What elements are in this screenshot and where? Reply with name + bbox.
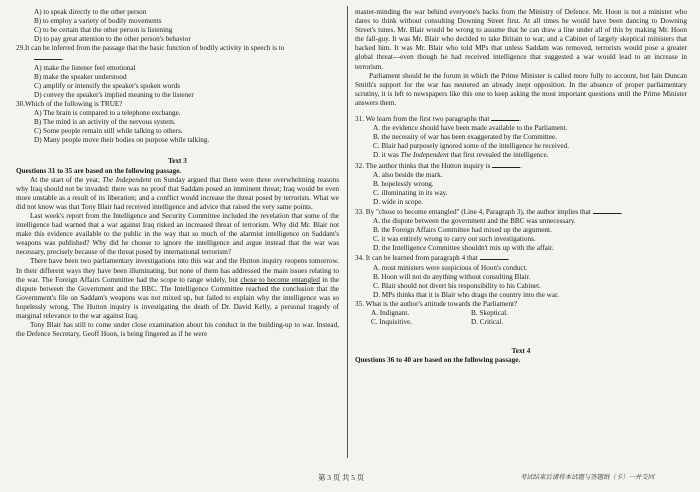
answer-blank: [492, 161, 520, 168]
q30-options: [16, 109, 339, 145]
option: D) Many people move their bodies on purpose while talking.: [34, 136, 210, 145]
option: A. the evidence should have been made available to the Parliament.: [373, 124, 568, 133]
option: B. Hoon will not do anything without consulting Blair.: [373, 272, 531, 281]
answer-blank: [491, 114, 519, 121]
option: A) to speak directly to the other person: [34, 8, 147, 16]
q31-options: [355, 124, 687, 160]
option: D. it was The Independent that first revealed the intelligence.: [373, 151, 549, 160]
q33-options: [355, 217, 687, 253]
left-column: [16, 8, 339, 339]
option: B) make the speaker understood: [34, 72, 127, 81]
option: B. the Foreign Affairs Committee had mixed up the argument.: [373, 226, 552, 235]
column-divider: [347, 6, 348, 458]
right-column: [355, 8, 687, 365]
option: D. the Intelligence Committee shouldn't mix up with the affair.: [373, 244, 554, 253]
paragraph-3: There have been two parliamentary investigations into this war and the Hutton inquiry reopens tomorrow. In their different ways they have been illuminating, but none of them has addressed the main issues relating to the war. The Foreign Affairs Committee had the scope to range widely, but chose to become entangled in the dispute between the Government and the BBC. The Intelligence Committee reached the conclusion that the Government's file on Saddam's weapons was not mixed up, but failed to explain why the intelligence was so hopelessly wrong. The Hutton inquiry is investigating the death of Dr. David Kelly, a personal tragedy of marginal relevance to the war against Iraq.: [16, 257, 340, 320]
paragraph-4: Tony Blair has still to come under close examination about his conduct in the building-up to war. Instead, the Defence Secretary, Geoff Hoon, is being fingered as if he were: [16, 321, 339, 339]
text3-title: Text 3: [168, 157, 187, 166]
q29-blank-line: .: [16, 53, 339, 63]
q34-options: [355, 264, 687, 300]
paragraph-5: Parliament should be the forum in which the Prime Minister is called more fully to account, but Iain Duncan Smith's support for the war has neutered an already inept opposition. In the absence of proper parliamentary scrutiny, it is left to newspapers like this one to keep asking the most important questions until the Prime Minister answers them.: [355, 71, 687, 107]
page-number: 第 3 页 共 5 页: [318, 473, 365, 482]
answer-blank: [480, 253, 508, 260]
option: A) make the listener feel emotional: [34, 63, 136, 72]
q29-options: [16, 64, 339, 100]
q30-stem: 30.Which of the following is TRUE?: [16, 99, 123, 108]
option: A) The brain is compared to a telephone exchange.: [34, 109, 181, 118]
q32-stem: 32. The author thinks that the Hutton inquiry is .: [355, 161, 523, 170]
option: C. illuminating in its way.: [373, 188, 448, 197]
option: B. hopelessly wrong.: [373, 179, 434, 188]
underlined-phrase: chose to become entangled: [240, 275, 320, 284]
q35-stem: 35. What is the author's attitude towards the Parliament?: [355, 299, 518, 308]
paragraph-2: Last week's report from the Intelligence and Security Committee included the revelation that some of the intelligence had warned that a war against Iraq risked an increased threat of terrorism. Why did Mr. Blair not make this evidence available to the public in the way that so much of the alarmist intelligence on Saddam's weapons was published? Why did he choose to ignore the intelligence and argue instead that the war was necessary, precisely because of the threat posed by international terrorism?: [16, 211, 339, 257]
option: D. MPs thinks that it is Blair who drags the country into the war.: [373, 290, 559, 299]
option: D) to pay great attention to the other person's behavior: [34, 35, 191, 44]
option: C. Blair should not divert his responsibility to his Cabinet.: [373, 281, 541, 290]
option: D) convey the speaker's implied meaning to the listener: [34, 90, 194, 99]
option: B) to employ a variety of bodily movements: [34, 17, 162, 26]
option: A. the dispute between the government and the BBC was unnecessary.: [373, 217, 576, 226]
option: B. the necessity of war has been exaggerated by the Committee.: [373, 133, 558, 142]
text4-title: Text 4: [511, 347, 531, 356]
text3-heading: Questions 31 to 35 are based on the following passage.: [16, 166, 182, 175]
option: A. most ministers were suspicious of Hoon's conduct.: [373, 263, 528, 272]
option: C. it was entirely wrong to carry out such investigations.: [373, 235, 536, 244]
option: A. Indignant.: [371, 309, 410, 317]
option: C. Inquisitive.: [371, 318, 412, 327]
q32-options: [355, 171, 687, 207]
option: B) The mind is an activity of the nervous system.: [34, 118, 176, 127]
paragraph-4-continued: master-minding the war behind everyone's backs from the Ministry of Defence. Mr. Hoon is not a minister who dares to think without consulting Downing Street first. At all times he would have been dancing to Downing Street's tunes. Mr. Blair would be wrong to assume that he can draw a line under all of this by making Mr. Hoon the fall-guy. It was Mr. Blair who decided to take Britain to war, and a Cabinet of largely skeptical ministers that backed him. It was Mr. Blair who told MPs that unless Saddam was removed, terrorists would pose a greater global threat---even though he had received intelligence that suggested a war would lead to an increase in terrorism.: [355, 8, 687, 71]
option: D. wide in scope.: [373, 197, 424, 206]
option: C) Some people remain still while talking to others.: [34, 127, 183, 136]
q28-options: [16, 8, 339, 44]
answer-blank: [34, 53, 62, 60]
footer-note: 考试结束后请将本试题与答题纸（卡）一并交回: [520, 474, 655, 481]
paragraph-1: At the start of the year, The Independent on Sunday argued that there were three overwhelming reasons why Iraq should not be invaded: there was no proof that Saddam posed an imminent threat; Iraq would be even more unstable as a result of its liberation; and a conflict would increase the threat posed by terrorists. What we did not know was that Tony Blair had received intelligence and advice that raised the very same points.: [16, 175, 339, 211]
q35-options-row-1: [355, 309, 687, 318]
option: C) amplify or intensify the speaker's spoken words: [34, 81, 181, 90]
q34-stem: 34. It can be learned from paragraph 4 that .: [355, 254, 510, 263]
option: A. also beside the mark.: [373, 170, 443, 179]
option: C) to be certain that the other person is listening: [34, 26, 173, 35]
q31-stem: 31. We learn from the first two paragraphs that .: [355, 115, 522, 124]
option: B. Skeptical.: [471, 309, 508, 317]
q33-stem: 33. By "chose to become entangled" (Line 4, Paragraph 3), the author implies that .: [355, 207, 623, 216]
option: C. Blair had purposely ignored some of the intelligence he received.: [373, 142, 569, 151]
option: D. Critical.: [471, 318, 504, 327]
q29-stem: 29.It can be inferred from the passage that the basic function of bodily activity in speech is to: [16, 44, 285, 53]
q35-options-row-2: [355, 318, 687, 327]
answer-blank: [593, 207, 621, 214]
text4-heading: Questions 36 to 40 are based on the following passage.: [355, 356, 521, 365]
